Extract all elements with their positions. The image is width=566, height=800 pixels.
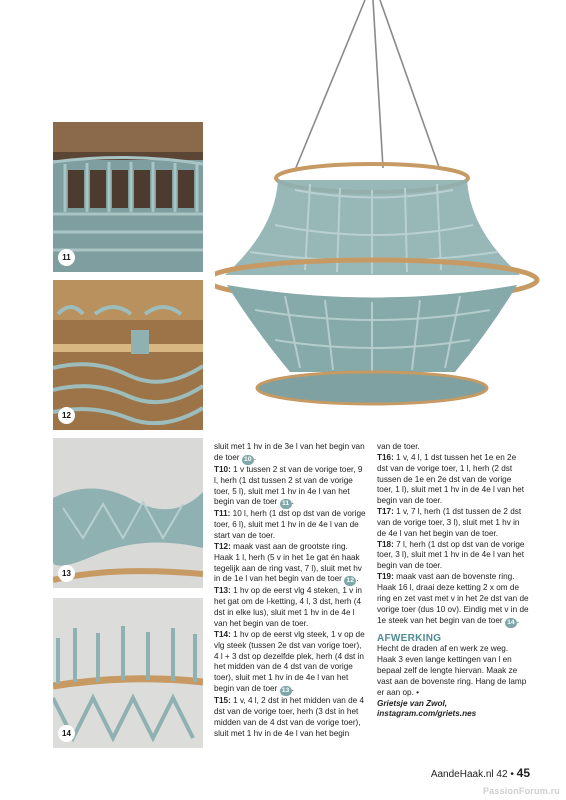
step-ref-badge: 12	[344, 576, 356, 586]
instruction-round-15	[214, 696, 368, 739]
section-heading-afwerking: AFWERKING	[377, 632, 442, 644]
bullet: •	[416, 687, 420, 697]
step-ref-badge: 10	[242, 455, 254, 465]
round-label: T15:	[214, 696, 231, 706]
instruction-round-12: T12: maak vast aan de grootste ring. Haak 1 l, herh (5 v in het 1e gat én haak tegelijk aan de ring vast, 7 l), sluit met hv in de 1e l van het begin van de toer 12 .	[214, 541, 362, 585]
instruction-continued	[377, 442, 529, 453]
round-label: T18:	[377, 539, 394, 549]
magazine-name: AandeHaak.nl 42	[430, 769, 508, 780]
step-ref-badge: 14	[505, 618, 517, 628]
step-ref-badge: 13	[280, 686, 292, 696]
round-label: T17:	[377, 507, 394, 517]
step-photo-12	[53, 280, 203, 430]
instruction-round-16	[377, 453, 529, 507]
instruction-text: 1 hv op de eerst vlg 4 steken, 1 v in het gat om de l-ketting, 4 l, 3 dst, herh (4 dst in elke lus), sluit met 1 hv in de 4e l van het begin van de toer.	[214, 586, 362, 628]
instruction-text: 10 l, herh (1 dst op dst van de vorige toer, 6 l), sluit met 1 hv in de 4e l van de start van de toer.	[214, 509, 366, 541]
instructions-column-2	[377, 442, 529, 720]
instruction-text: 7 l, herh (1 dst op dst van de vorige toer, 3 l), sluit met 1 hv in de 4e l van het begin van de toer.	[377, 539, 525, 571]
instruction-round-18	[377, 540, 529, 573]
watermark: PassionForum.ru	[482, 786, 560, 796]
round-label: T12:	[214, 541, 231, 551]
lamp-illustration	[215, 0, 551, 430]
round-label: T13:	[214, 586, 231, 596]
instructions-column-1	[214, 442, 368, 739]
round-label: T19:	[377, 572, 394, 582]
step-ref-badge: 11	[280, 499, 292, 509]
instruction-round-17	[377, 507, 529, 540]
afwerking-text: Hecht de draden af en werk ze weg. Haak 3 even lange kettingen van l en bepaal zelf de lengte hiervan. Maak ze vast aan de bovenste ring. Hang de lamp er aan op. •	[377, 644, 527, 697]
instruction-text: 1 v, 4 l, 2 dst in het midden van de 4 dst van de vorige toer, herh (3 dst in het midden van de 4 dst van de vorige toer), sluit met 1 hv in de 4e l van het begin	[214, 696, 365, 738]
instruction-round-14: T14: 1 hv op de eerst vlg steek, 1 v op de vlg steek (tussen 2e dst van vorige toer), 4 l + 3 dst op dezelfde plek, herh (4 dst in het midden van de 4 dst van de vorige toer), sluit met 1 hv in de 4e l van het begin van de toer 13 .	[214, 629, 365, 695]
crochet-texture-image	[53, 598, 203, 748]
instruction-text: maak vast aan de bovenste ring. Haak 16 l, draai deze ketting 2 x om de ring en zet vast met v in het 2e dst van de vorige toer (dus 10 ov). Eindig met v in de 1e steek van het begin van de toer	[377, 572, 529, 625]
step-photo-14	[53, 598, 203, 748]
round-label: T14:	[214, 629, 231, 639]
instruction-text: sluit met 1 hv in de 3e l van het begin van de toer	[214, 442, 365, 462]
instruction-round-13	[214, 586, 368, 629]
crochet-texture-image	[53, 280, 203, 430]
photo-number: 13	[58, 565, 75, 582]
photo-number: 11	[58, 249, 75, 266]
instruction-round-19: T19: maak vast aan de bovenste ring. Haak 16 l, draai deze ketting 2 x om de ring en zet vast met v in het 2e dst van de vorige toer (dus 10 ov). Eindig met v in de 1e steek van het begin van de toer 14 .	[377, 572, 529, 626]
instruction-text: van de toer.	[377, 442, 420, 451]
instruction-continued: sluit met 1 hv in de 3e l van het begin van de toer 10 .	[214, 442, 365, 463]
instruction-round-11	[214, 509, 368, 542]
instagram-link[interactable]: instagram.com/griets.nes	[377, 709, 477, 719]
crochet-texture-image	[53, 438, 203, 588]
page-footer	[431, 766, 530, 780]
instruction-round-10: T10: 1 v tussen 2 st van de vorige toer, 9 l, herh (1 dst tussen 2 st van de vorige toer, 5 l), sluit met 1 hv in 4e l van het begin van de toer 11 .	[214, 464, 363, 508]
footer-bullet: •	[510, 769, 514, 780]
instruction-text: 1 hv op de eerst vlg steek, 1 v op de vlg steek (tussen 2e dst van vorige toer), 4 l + 3 dst op dezelfde plek, herh (4 dst in het midden van de 4 dst van de vorige toer), sluit met 1 hv in de 4e l van het begin van de toer	[214, 629, 365, 694]
round-label: T16:	[377, 452, 394, 462]
instruction-text: 1 v, 7 l, herh (1 dst tussen de 2 dst van de vorige toer, 3 l), sluit met 1 hv in de 4e l van het begin van de toer.	[377, 507, 522, 538]
crochet-lamp-photo	[215, 0, 551, 430]
round-label: T10:	[214, 464, 231, 474]
instruction-text: 1 v tussen 2 st van de vorige toer, 9 l, herh (1 dst tussen 2 st van de vorige toer, 5 l), sluit met 1 hv in 4e l van het begin van de toer	[214, 464, 363, 507]
photo-number: 12	[58, 407, 75, 424]
author-name: Grietsje van Zwol,	[377, 698, 448, 708]
round-label: T11:	[214, 509, 231, 519]
instruction-text: 1 v, 4 l, 1 dst tussen het 1e en 2e dst van de vorige toer, 1 l, herh (2 dst tussen de 1e en 2e dst van de vorige toer, 1 l), sluit met 1 hv in de 4e l van het begin van de toer.	[377, 452, 524, 506]
step-photo-13	[53, 438, 203, 588]
page-number: 45	[516, 766, 530, 780]
step-photo-11	[53, 122, 203, 272]
photo-number: 14	[58, 725, 75, 742]
crochet-texture-image	[53, 122, 203, 272]
instruction-text: maak vast aan de grootste ring. Haak 1 l, herh (5 v in het 1e gat én haak tegelijk aan de ring vast, 7 l), sluit met hv in de 1e l van het begin van de toer	[214, 541, 362, 584]
